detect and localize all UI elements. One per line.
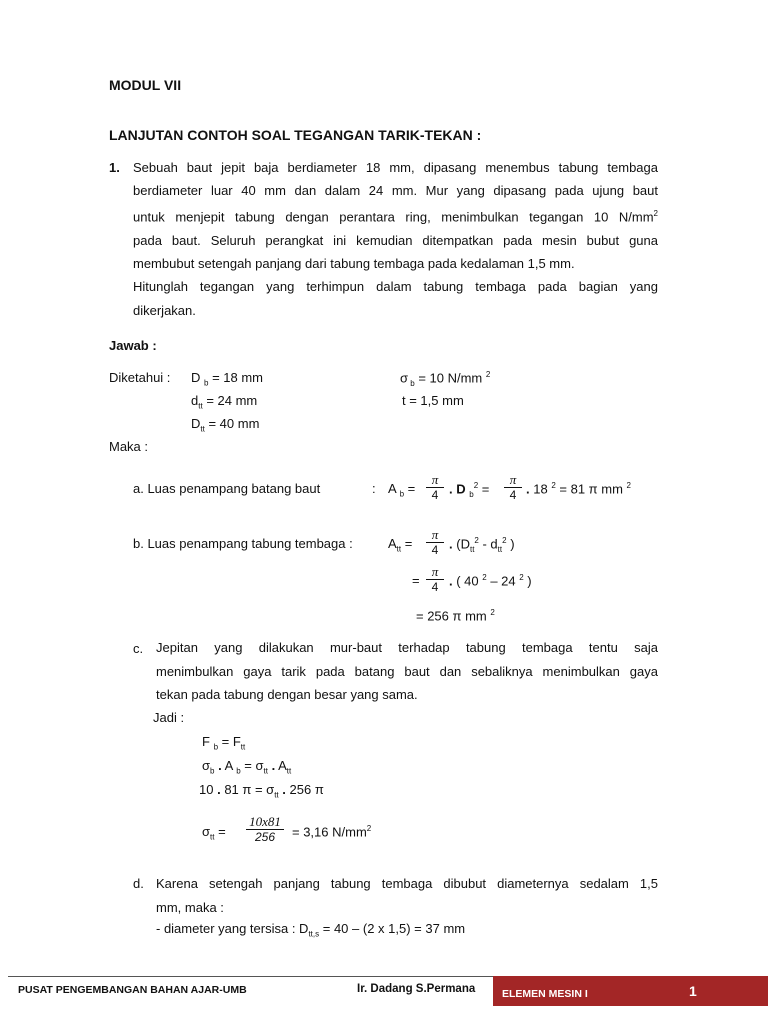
part-a-expr: . D $_b^2$ =: [449, 481, 490, 499]
jadi-label: Jadi :: [153, 710, 185, 725]
problem-line: pada baut. Seluruh perangkat ini kemudian ditempatkan pada mesin bubut guna: [133, 232, 658, 248]
part-d-line: mm, maka :: [156, 899, 224, 915]
problem-line: dikerjakan.: [133, 302, 196, 318]
sigma-fraction: 10x81 256: [246, 814, 284, 845]
module-title: MODUL VII: [109, 77, 182, 93]
given-db: D $_b$ = 18 mm: [191, 370, 264, 388]
eq-stress-area: $\sigma_b$ . A $_b = \sigma_{tt}$ . $A_{tt}$: [202, 758, 292, 776]
part-a-result: . 18 $^2$ = 81 π mm $^2$: [526, 481, 631, 497]
part-b-A: $A_{tt}$ =: [388, 536, 413, 554]
part-c-line: menimbulkan gaya tarik pada batang baut dan sebaliknya menimbulkan gaya: [156, 663, 658, 679]
given-dtt: $d_{tt} = 24$ mm: [191, 393, 258, 411]
part-b-eq2: =: [412, 573, 420, 588]
maka-label: Maka :: [109, 439, 149, 454]
problem-text: [133, 156, 658, 322]
diketahui-label: Diketahui :: [109, 370, 171, 385]
footer-author: Ir. Dadang S.Permana: [357, 983, 476, 995]
problem-line: Sebuah baut jepit baja berdiameter 18 mm, dipasang menembus tabung tembaga: [133, 160, 658, 175]
part-b-label: b. Luas penampang tabung tembaga :: [133, 536, 353, 551]
problem-line: berdiameter luar 40 mm dan dalam 24 mm. Mur yang dipasang pada ujung baut: [133, 183, 658, 199]
problem-line: membubut setengah panjang dari tabung tembaga pada kedalaman 1,5 mm.: [133, 256, 575, 272]
part-b-expr1: . ($D_{tt}^2 - d_{tt}^2$ ): [449, 536, 515, 554]
eq-force: F $_b = F_{tt}$: [202, 734, 246, 752]
part-d-line: Karena setengah panjang tabung tembaga dibubut diameternya sedalam 1,5: [156, 876, 658, 891]
eq-sigma-tt: $\sigma_{tt}$ =: [202, 824, 226, 842]
given-t: t = 1,5 mm: [402, 393, 464, 408]
part-b-fraction-1: π 4: [426, 527, 444, 558]
part-b-result: = 256 π mm $^2$: [416, 608, 495, 624]
part-a-A: A $_b$ =: [388, 481, 416, 499]
part-a-label: a. Luas penampang batang baut: [133, 481, 321, 496]
footer-course: ELEMEN MESIN I: [502, 988, 588, 1000]
jawab-label: Jawab :: [109, 338, 157, 353]
part-c-line: Jepitan yang dilakukan mur-baut terhadap tabung tembaga tentu saja: [156, 640, 658, 655]
section-title: LANJUTAN CONTOH SOAL TEGANGAN TARIK-TEKAN :: [109, 127, 482, 143]
part-d-label: d.: [133, 876, 144, 891]
part-d-text: [156, 872, 658, 919]
page-number: 1: [689, 983, 697, 999]
part-a-fraction-1: π 4: [426, 472, 444, 503]
part-c-text: [156, 636, 658, 707]
part-c-label: c.: [133, 641, 144, 656]
diameter-remaining: - diameter yang tersisa : $D_{tt,s} = 40 - (2$ x 1,5) = 37 mm: [156, 921, 466, 939]
given-Dtt: $D_{tt} = 40$ mm: [191, 416, 260, 434]
part-a-colon: :: [372, 481, 376, 496]
given-sigma-b: σ $_b$ = 10 N/mm $^2$: [400, 370, 491, 388]
part-b-fraction-2: π 4: [426, 564, 444, 595]
problem-number: 1.: [109, 160, 120, 175]
problem-line: Hitunglah tegangan yang terhimpun dalam tabung tembaga pada bagian yang: [133, 279, 658, 295]
part-a-fraction-2: π 4: [504, 472, 522, 503]
eq-numeric: 10 . 81 $\pi = \sigma_{tt}$ . 256 π: [199, 782, 324, 800]
problem-line: untuk menjepit tabung dengan perantara ring, menimbulkan tegangan 10 $N/mm^2$: [133, 209, 658, 225]
part-c-line: tekan pada tabung dengan besar yang sama.: [156, 687, 418, 702]
footer-course-box: [493, 976, 768, 1006]
footer-institution: PUSAT PENGEMBANGAN BAHAN AJAR-UMB: [18, 984, 247, 996]
part-b-expr2: . ( 40 $^2$ – 24 $^2$ ): [449, 573, 532, 589]
sigma-result: = 3,16 $N/mm^2$: [292, 824, 372, 840]
